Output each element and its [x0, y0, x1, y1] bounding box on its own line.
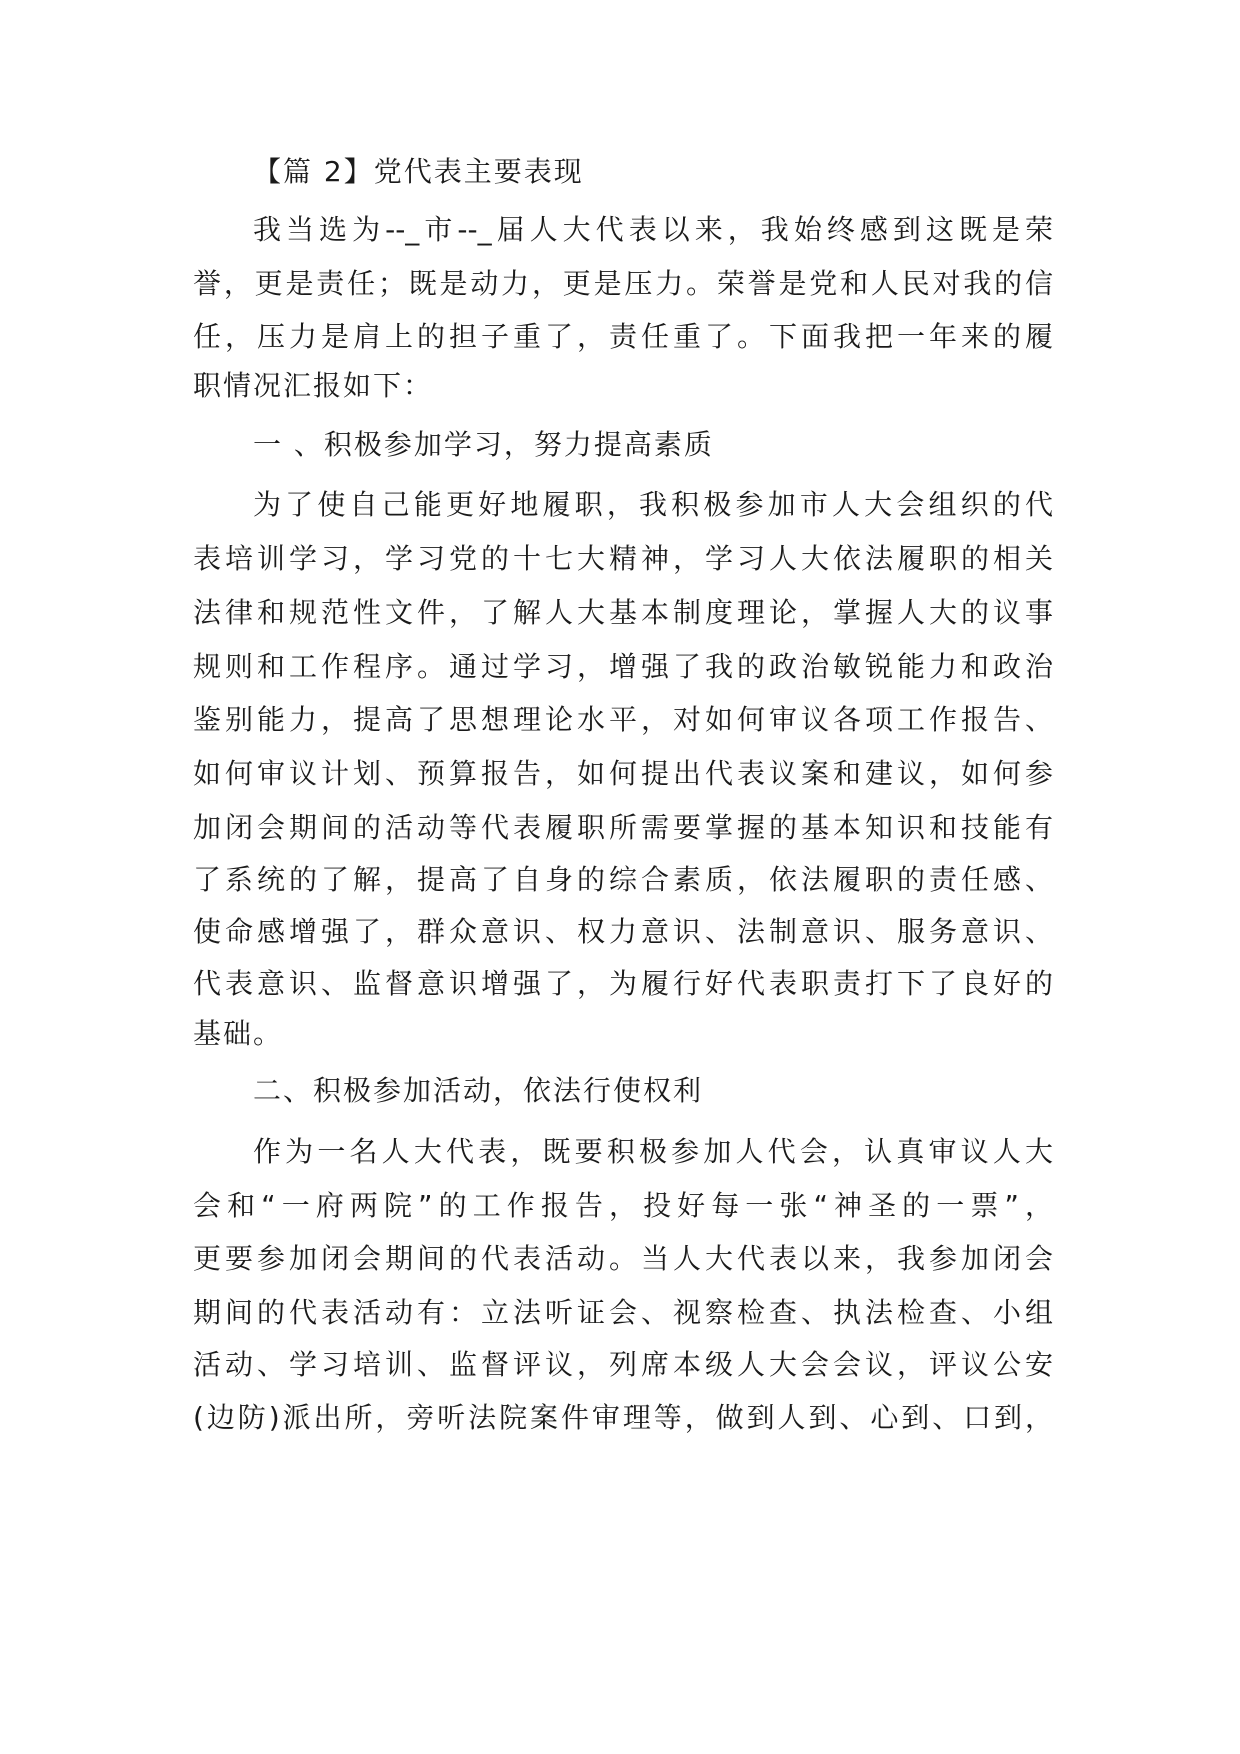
- paragraph-line: 表培训学习，学习党的十七大精神，学习人大依法履职的相关: [193, 542, 1053, 575]
- section-heading: 一 、积极参加学习，努力提高素质: [253, 428, 714, 461]
- paragraph-line: (边防)派出所，旁听法院案件审理等，做到人到、心到、口到，: [193, 1401, 1053, 1434]
- document-heading: 【篇 2】党代表主要表现: [253, 155, 584, 188]
- paragraph-line: 我当选为--_市--_届人大代表以来，我始终感到这既是荣: [253, 213, 1053, 246]
- paragraph-line: 期间的代表活动有：立法听证会、视察检查、执法检查、小组: [193, 1296, 1053, 1329]
- section-heading: 二、积极参加活动，依法行使权利: [253, 1074, 704, 1107]
- paragraph-line: 加闭会期间的活动等代表履职所需要掌握的基本知识和技能有: [193, 811, 1053, 844]
- paragraph-line: 誉，更是责任；既是动力，更是压力。荣誉是党和人民对我的信: [193, 267, 1053, 300]
- paragraph-line: 任，压力是肩上的担子重了，责任重了。下面我把一年来的履: [193, 320, 1053, 353]
- paragraph-line: 会和“一府两院”的工作报告，投好每一张“神圣的一票”，: [193, 1189, 1053, 1222]
- paragraph-line: 职情况汇报如下：: [193, 369, 434, 402]
- paragraph-line: 使命感增强了，群众意识、权力意识、法制意识、服务意识、: [193, 915, 1053, 948]
- paragraph-line: 规则和工作程序。通过学习，增强了我的政治敏锐能力和政治: [193, 650, 1053, 683]
- paragraph-line: 鉴别能力，提高了思想理论水平，对如何审议各项工作报告、: [193, 703, 1053, 736]
- paragraph-line: 基础。: [193, 1017, 284, 1050]
- paragraph-line: 为了使自己能更好地履职，我积极参加市人大会组织的代: [253, 488, 1053, 521]
- paragraph-line: 了系统的了解，提高了自身的综合素质，依法履职的责任感、: [193, 863, 1053, 896]
- paragraph-line: 更要参加闭会期间的代表活动。当人大代表以来，我参加闭会: [193, 1242, 1053, 1275]
- paragraph-line: 作为一名人大代表，既要积极参加人代会，认真审议人大: [253, 1135, 1053, 1168]
- paragraph-line: 如何审议计划、预算报告，如何提出代表议案和建议，如何参: [193, 757, 1053, 790]
- paragraph-line: 代表意识、监督意识增强了，为履行好代表职责打下了良好的: [193, 967, 1053, 1000]
- paragraph-line: 活动、学习培训、监督评议，列席本级人大会会议，评议公安: [193, 1348, 1053, 1381]
- paragraph-line: 法律和规范性文件，了解人大基本制度理论，掌握人大的议事: [193, 596, 1053, 629]
